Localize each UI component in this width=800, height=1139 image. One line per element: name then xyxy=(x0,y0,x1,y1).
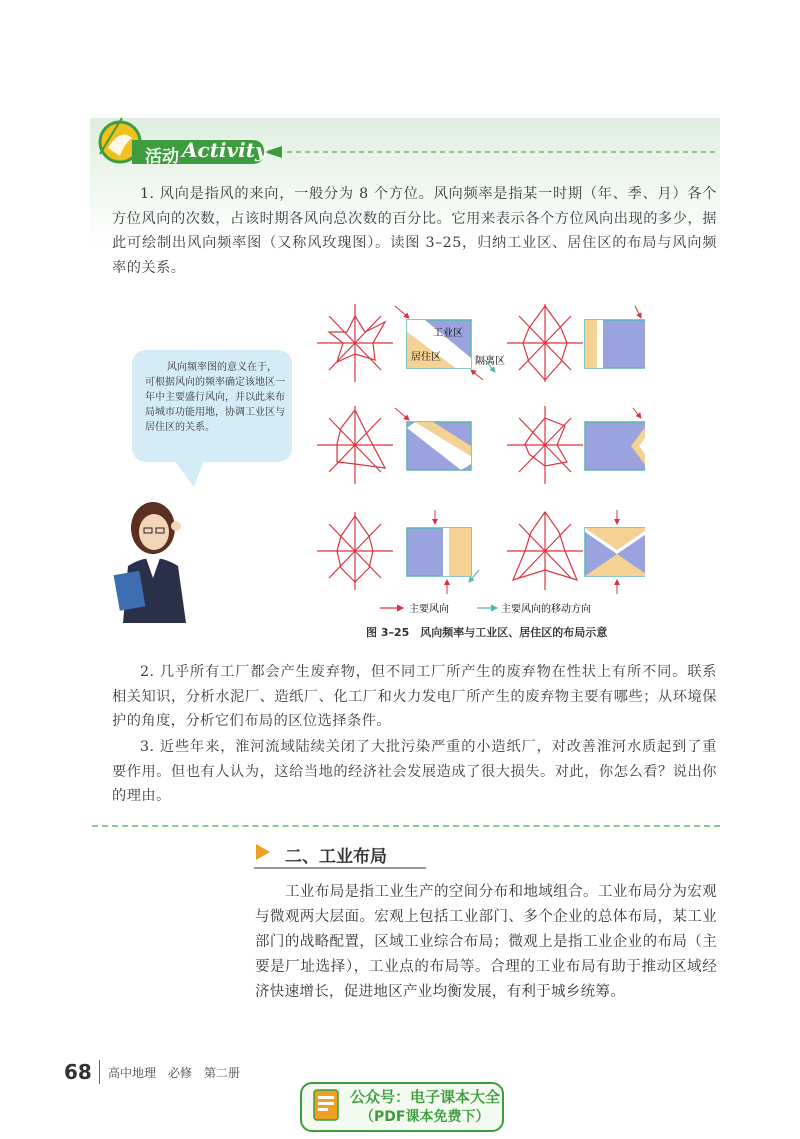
layout-1 xyxy=(395,306,483,380)
teacher-illustration xyxy=(108,488,198,623)
page-number: 68 xyxy=(64,1060,92,1084)
question-3: 3. 近些年来，淮河流域陆续关闭了大批污染严重的小造纸厂，对改善淮河水质起到了重要作用。但也有人认为，这给当地的经济社会发展造成了很大损失。对此，你怎么看？说出你的理由。 xyxy=(112,739,717,804)
activity-label-en: Activity xyxy=(182,138,267,162)
section-triangle-icon xyxy=(256,844,270,860)
layout-5 xyxy=(407,510,479,594)
question-2: 2. 几乎所有工厂都会产生废弃物，但不同工厂所产生的废弃物在性状上有所不同。联系相关知识，分析水泥厂、造纸厂、化工厂和火力发电厂所产生的废弃物主要有哪些；从环境保护的角度，分析它们布局的区位选择条件。 xyxy=(112,664,717,729)
bubble-tail-icon xyxy=(170,455,210,491)
book-icon xyxy=(312,1088,342,1122)
wind-rose-figure xyxy=(315,302,645,622)
label-isolation: 隔离区 xyxy=(475,356,505,367)
tip-bubble-text: 风向频率图的意义在于，可根据风向的频率确定该地区一年中主要盛行风向，并以此来布局城市功能用地，协调工业区与居住区的关系。 xyxy=(145,362,285,433)
section-title: 二、工业布局 xyxy=(285,847,387,867)
question-1: 1. 风向是指风的来向，一般分为 8 个方位。风向频率是指某一时期（年、季、月）各个方位风向的次数，占该时期各风向总次数的百分比。它用来表示各个方位风向出现的多少，据此可绘制出风向频率图（又称风玫瑰图）。读图 3–25，归纳工业区、居住区的布局与风向频率的关系。 xyxy=(112,186,717,276)
label-residential: 居住区 xyxy=(411,352,441,363)
stamp-line-1: 公众号：电子课本大全 xyxy=(350,1088,501,1106)
book-title: 高中地理 必修 第二册 xyxy=(108,1066,241,1080)
wind-rose-4 xyxy=(507,406,583,484)
legend-move-direction: 主要风向的移动方向 xyxy=(501,604,591,615)
footer-divider xyxy=(99,1060,100,1084)
layout-4 xyxy=(585,408,645,470)
wind-rose-5 xyxy=(317,512,393,590)
section-body: 工业布局是指工业生产的空间分布和地域组合。工业布局分为宏观与微观两大层面。宏观上包括工业部门、多个企业的总体布局，某工业部门的战略配置，区域工业综合布局；微观上是指工业企业的布局（主要是厂址选择），工业点的布局等。合理的工业布局有助于推动区域经济快速增长，促进地区产业均衡发展，有利于城乡统筹。 xyxy=(255,884,717,1000)
layout-6 xyxy=(585,510,645,594)
figure-caption: 图 3–25 风向频率与工业区、居住区的布局示意 xyxy=(366,626,608,639)
stamp-line-2: （PDF课本免费下） xyxy=(360,1109,490,1125)
wind-rose-2 xyxy=(507,304,583,382)
wind-rose-1 xyxy=(317,304,393,382)
wind-rose-3 xyxy=(317,406,393,484)
legend-main-wind: 主要风向 xyxy=(409,604,449,615)
section-separator xyxy=(92,825,720,827)
wind-rose-6 xyxy=(507,512,583,590)
label-industrial: 工业区 xyxy=(433,328,463,339)
activity-label-cn: 活动 xyxy=(145,147,179,167)
layout-3 xyxy=(395,408,471,470)
